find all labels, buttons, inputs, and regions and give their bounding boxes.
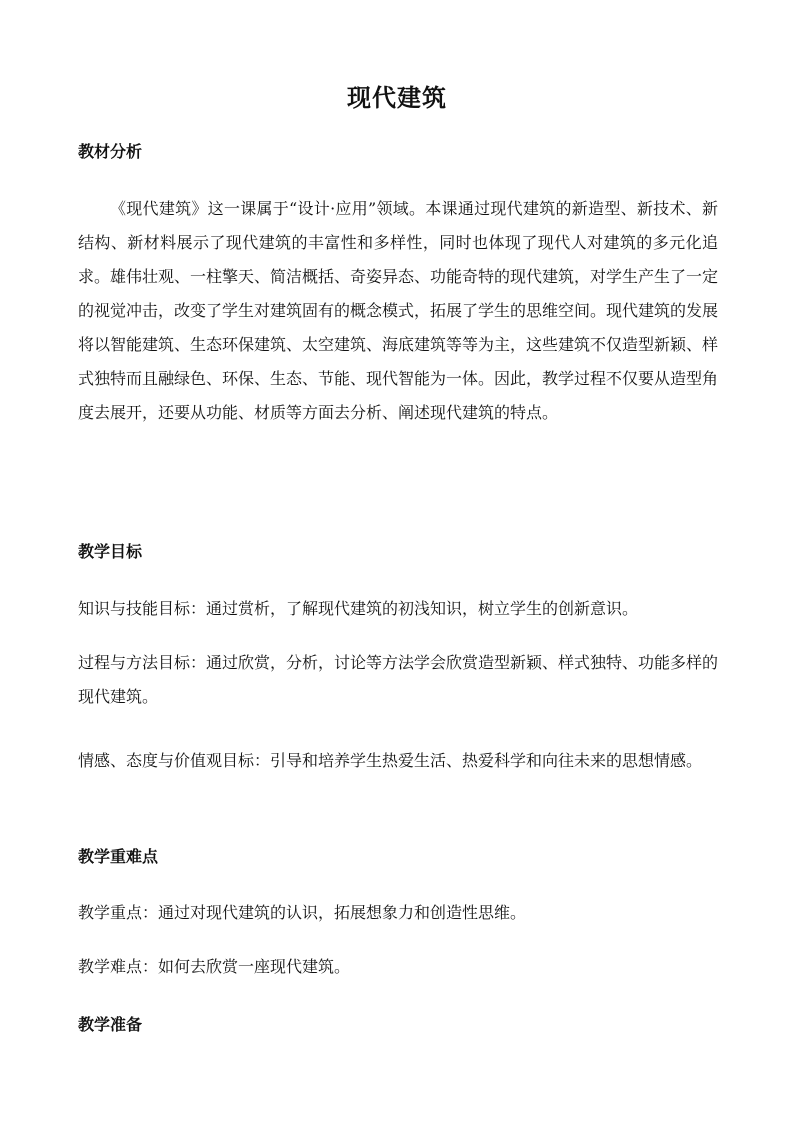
- document-title: 现代建筑: [347, 83, 447, 112]
- paragraph: 知识与技能目标：通过赏析，了解现代建筑的初浅知识，树立学生的创新意识。: [78, 599, 639, 618]
- section-textbook-analysis-body: [78, 192, 718, 430]
- key-point: [78, 896, 718, 930]
- difficult-point: [78, 950, 718, 984]
- section-heading: 教材分析: [78, 142, 143, 161]
- paragraph: 情感、态度与价值观目标：引导和培养学生热爱生活、热爱科学和向往未来的思想情感。: [78, 751, 703, 770]
- objective-process-methods: [78, 646, 718, 714]
- section-heading: 教学重难点: [78, 847, 159, 866]
- paragraph: 过程与方法目标：通过欣赏，分析，讨论等方法学会欣赏造型新颖、样式独特、功能多样的现代建筑。: [78, 653, 719, 706]
- section-textbook-analysis: [78, 140, 718, 164]
- paragraph: 教学难点：如何去欣赏一座现代建筑。: [78, 957, 351, 976]
- section-heading: 教学准备: [78, 1015, 143, 1034]
- paragraph: 教学重点：通过对现代建筑的认识，拓展想象力和创造性思维。: [78, 903, 527, 922]
- section-heading: 教学目标: [78, 542, 143, 561]
- section-teaching-objectives: [78, 540, 718, 564]
- section-key-difficult-points: [78, 845, 718, 869]
- objective-emotion-values: [78, 744, 718, 778]
- objective-knowledge-skills: [78, 592, 718, 626]
- paragraph: 《现代建筑》这一课属于“设计·应用”领域。本课通过现代建筑的新造型、新技术、新结构、新材料展示了现代建筑的丰富性和多样性，同时也体现了现代人对建筑的多元化追求。雄伟壮观、一柱擎天、简洁概括、奇姿异态、功能奇特的现代建筑，对学生产生了一定的视觉冲击，改变了学生对建筑固有的概念模式，拓展了学生的思维空间。现代建筑的发展将以智能建筑、生态环保建筑、太空建筑、海底建筑等等为主，这些建筑不仅造型新颖、样式独特而且融绿色、环保、生态、节能、现代智能为一体。因此，教学过程不仅要从造型角度去展开，还要从功能、材质等方面去分析、阐述现代建筑的特点。: [78, 199, 719, 422]
- section-teaching-preparation: [78, 1013, 718, 1037]
